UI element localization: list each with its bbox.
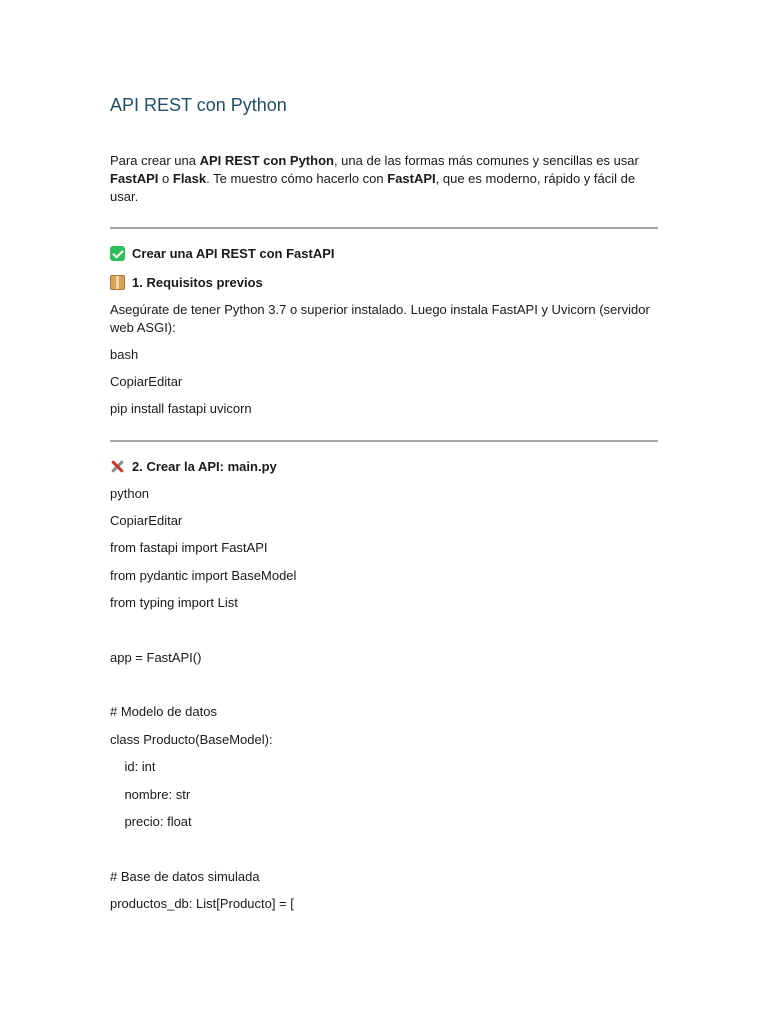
code-line: precio: float [110, 814, 192, 829]
intro-bold-1: API REST con Python [199, 153, 334, 168]
intro-text-3: o [158, 171, 173, 186]
code-line: # Modelo de datos [110, 704, 217, 719]
step1-heading [110, 275, 263, 290]
code-line: app = FastAPI() [110, 650, 202, 665]
intro-text-5: , que es moderno, rápido y fácil de usar. [110, 171, 636, 204]
code-line: class Producto(BaseModel): [110, 732, 273, 747]
code-language-label: python [110, 486, 150, 501]
step1-description: Asegúrate de tener Python 3.7 o superior instalado. Luego instala FastAPI y Uvicorn (servidor web ASGI): [110, 302, 650, 335]
code-line: # Base de datos simulada [110, 869, 260, 884]
step2-heading [110, 459, 277, 474]
step1-heading-label: 1. Requisitos previos [132, 275, 263, 290]
intro-paragraph [110, 152, 658, 206]
intro-bold-3: Flask [172, 171, 207, 186]
step2-heading-label: 2. Crear la API: main.py [132, 459, 277, 474]
code-line: nombre: str [110, 787, 191, 802]
code-line: pip install fastapi uvicorn [110, 401, 252, 416]
check-mark-icon [110, 246, 125, 261]
intro-text-1: Para crear una [110, 153, 200, 168]
code-line: productos_db: List[Producto] = [ [110, 896, 294, 911]
code-line: from typing import List [110, 595, 238, 610]
code-language-label: bash [110, 347, 139, 362]
code-line: from pydantic import BaseModel [110, 568, 297, 583]
section-heading-main-label: Crear una API REST con FastAPI [132, 246, 335, 261]
horizontal-divider [110, 227, 658, 229]
section-heading-main [110, 246, 335, 261]
code-line: from fastapi import FastAPI [110, 540, 268, 555]
document-title: API REST con Python [110, 95, 287, 115]
intro-bold-2: FastAPI [110, 171, 159, 186]
code-line: id: int [110, 759, 156, 774]
horizontal-divider [110, 440, 658, 442]
intro-text-4: . Te muestro cómo hacerlo con [206, 171, 388, 186]
intro-text-2: , una de las formas más comunes y sencillas es usar [333, 153, 639, 168]
package-icon [110, 275, 125, 290]
copy-edit-label[interactable]: CopiarEditar [110, 513, 183, 528]
intro-bold-4: FastAPI [387, 171, 436, 186]
hammer-and-wrench-icon [110, 459, 125, 474]
copy-edit-label[interactable]: CopiarEditar [110, 374, 183, 389]
